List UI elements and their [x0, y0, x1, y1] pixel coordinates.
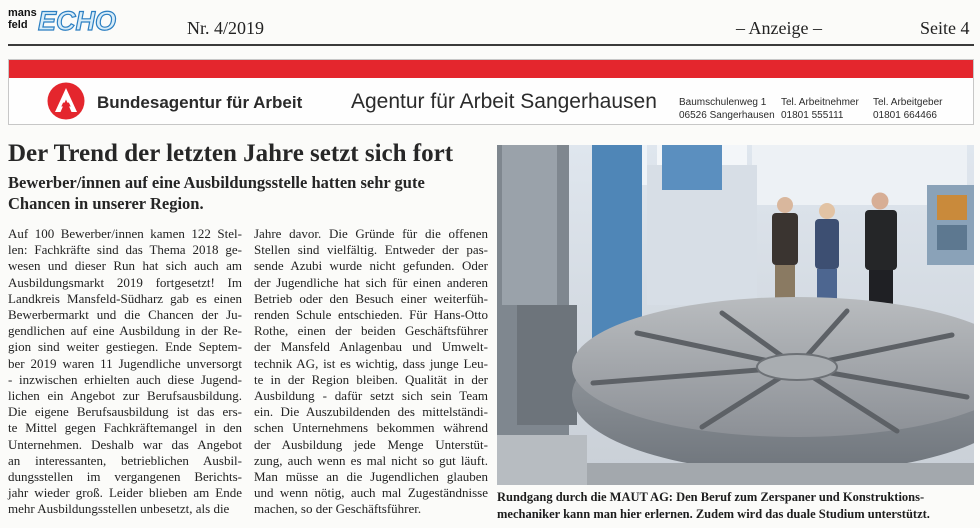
article-line: zung, auch wenn es mal nicht so gut läuft.: [254, 452, 488, 468]
employer-phone-label: Tel. Arbeitgeber: [873, 97, 943, 108]
article-line: schen Unternehmens bekommen während: [254, 420, 488, 436]
logo-word: ECHO: [38, 6, 117, 36]
article-line: Betrieb oder den Besuch einer weiterfüh-: [254, 290, 488, 306]
masthead: [0, 0, 980, 46]
organization-name: Bundesagentur für Arbeit: [97, 93, 303, 112]
issue-number: Nr. 4/2019: [187, 18, 265, 38]
article-line: wesen und dieser Run hat sich auch am: [8, 258, 242, 274]
article-line: Ausbildungsmarkt 2019 fortgesetzt! Im: [8, 274, 242, 290]
banner-red-stripe: [9, 60, 973, 78]
masthead-rule: [8, 44, 974, 46]
article-line: Die eigene Berufsausbildung ist das ers-: [8, 404, 242, 420]
article-line: len: Fachkräfte sind das Thema 2018 ge-: [8, 242, 242, 258]
article-line: Landkreis Mansfeld-Südharz gab es einen: [8, 290, 242, 306]
logo-small-top: mans: [8, 7, 37, 19]
article-line: sende Azubi wurde nicht gefunden. Oder: [254, 258, 488, 274]
article-line: renden Schule entschieden. Für Hans-Otto: [254, 307, 488, 323]
agency-address: [679, 96, 775, 122]
article-line: - inzwischen erhielten auch diese Jugend-: [8, 371, 242, 387]
article-photo: [497, 145, 974, 485]
address-city: 06526 Sangerhausen: [679, 110, 775, 121]
article-line: mehr Ausbildungsstellen unbesetzt, als die: [8, 501, 230, 517]
article-line: dungsstellen im vergangenen Berichts-: [8, 469, 242, 485]
article-line: ein. Die Auszubildenden des mittelständi-: [254, 404, 488, 420]
employee-phone-label: Tel. Arbeitnehmer: [781, 97, 859, 108]
mansfeld-echo-logo: [8, 6, 138, 42]
caption-line: Rundgang durch die MAUT AG: Den Beruf zum Zerspaner und Konstruktions-: [497, 490, 925, 504]
caption-line: mechaniker kann man hier erlernen. Zudem wird das duale Studium unterstützt.: [497, 506, 930, 521]
article-headline: Der Trend der letzten Jahre setzt sich fort: [8, 140, 454, 167]
article-line: Stellen sind vielfältig. Entweder der pas-: [254, 242, 488, 258]
article-line: gion sind weiter gestiegen. Ende Septem-: [8, 339, 242, 355]
article-subhead: [8, 172, 488, 214]
subhead-line: Bewerber/innen auf eine Ausbildungsstelle hatten sehr gute: [8, 173, 425, 192]
article-column-1: [8, 226, 242, 518]
article-line: te Mittel gegen Fachkräftemangel in den: [8, 420, 242, 436]
article-line: Man müsse an die Jugendlichen glauben: [254, 469, 488, 485]
article-column-2: [254, 226, 488, 518]
workshop-photo-illustration: [497, 145, 974, 485]
article-line: ber 2019 waren 11 Jugendliche unversorgt: [8, 355, 242, 371]
article-line: Bewerbermarkt und die Chancen der Ju-: [8, 307, 242, 323]
page-number: Seite 4: [920, 18, 970, 38]
article-line: der Mansfeld Anlagenbau und Umwelt-: [254, 339, 488, 355]
article-line: und wenn nötig, auch mal Zugeständnisse: [254, 485, 488, 501]
article-line: Unternehmen. Deshalb war das Angebot: [8, 436, 242, 452]
bundesagentur-logo-icon: [47, 82, 85, 120]
photo-caption: [497, 489, 974, 522]
article-line: jahr wieder groß. Leider blieben am Ende: [8, 485, 242, 501]
article-line: machen, so der Geschäftsführer.: [254, 501, 422, 517]
article-line: te in der Region bleiben. Qualität in der: [254, 371, 488, 387]
article-line: gendlichen auf eine Ausbildung in der Re-: [8, 323, 242, 339]
agency-banner: [8, 59, 974, 125]
article-line: Rothe, einen der beiden Geschäftsführer: [254, 323, 488, 339]
article-line: lichen ein Angebot zur Berufsausbildung.: [8, 388, 242, 404]
employee-phone: [781, 96, 859, 122]
employee-phone-number: 01801 555111: [781, 110, 844, 121]
article-line: Jahre davor. Die Gründe für die offenen: [254, 226, 488, 241]
advertisement-label: – Anzeige –: [736, 18, 822, 38]
subhead-line: Chancen in unserer Region.: [8, 194, 204, 213]
agency-name: Agentur für Arbeit Sangerhausen: [351, 90, 657, 113]
article-line: an interessanten, betrieblichen Ausbil-: [8, 452, 242, 468]
employer-phone: [873, 96, 943, 122]
employer-phone-number: 01801 664466: [873, 110, 937, 121]
article-line: Ausbildung - dafür setzt sich sein Team: [254, 388, 488, 404]
article-line: technik AG, ist es wichtig, dass junge Leu-: [254, 355, 488, 371]
address-street: Baumschulenweg 1: [679, 97, 767, 108]
article-line: der Ausbildung jede Menge Unterstüt-: [254, 436, 488, 452]
article-line: Auf 100 Bewerber/innen kamen 122 Stel-: [8, 226, 242, 241]
logo-small-bottom: feld: [8, 19, 28, 31]
article-line: der Jugendliche hat sich für einen anderen: [254, 274, 488, 290]
